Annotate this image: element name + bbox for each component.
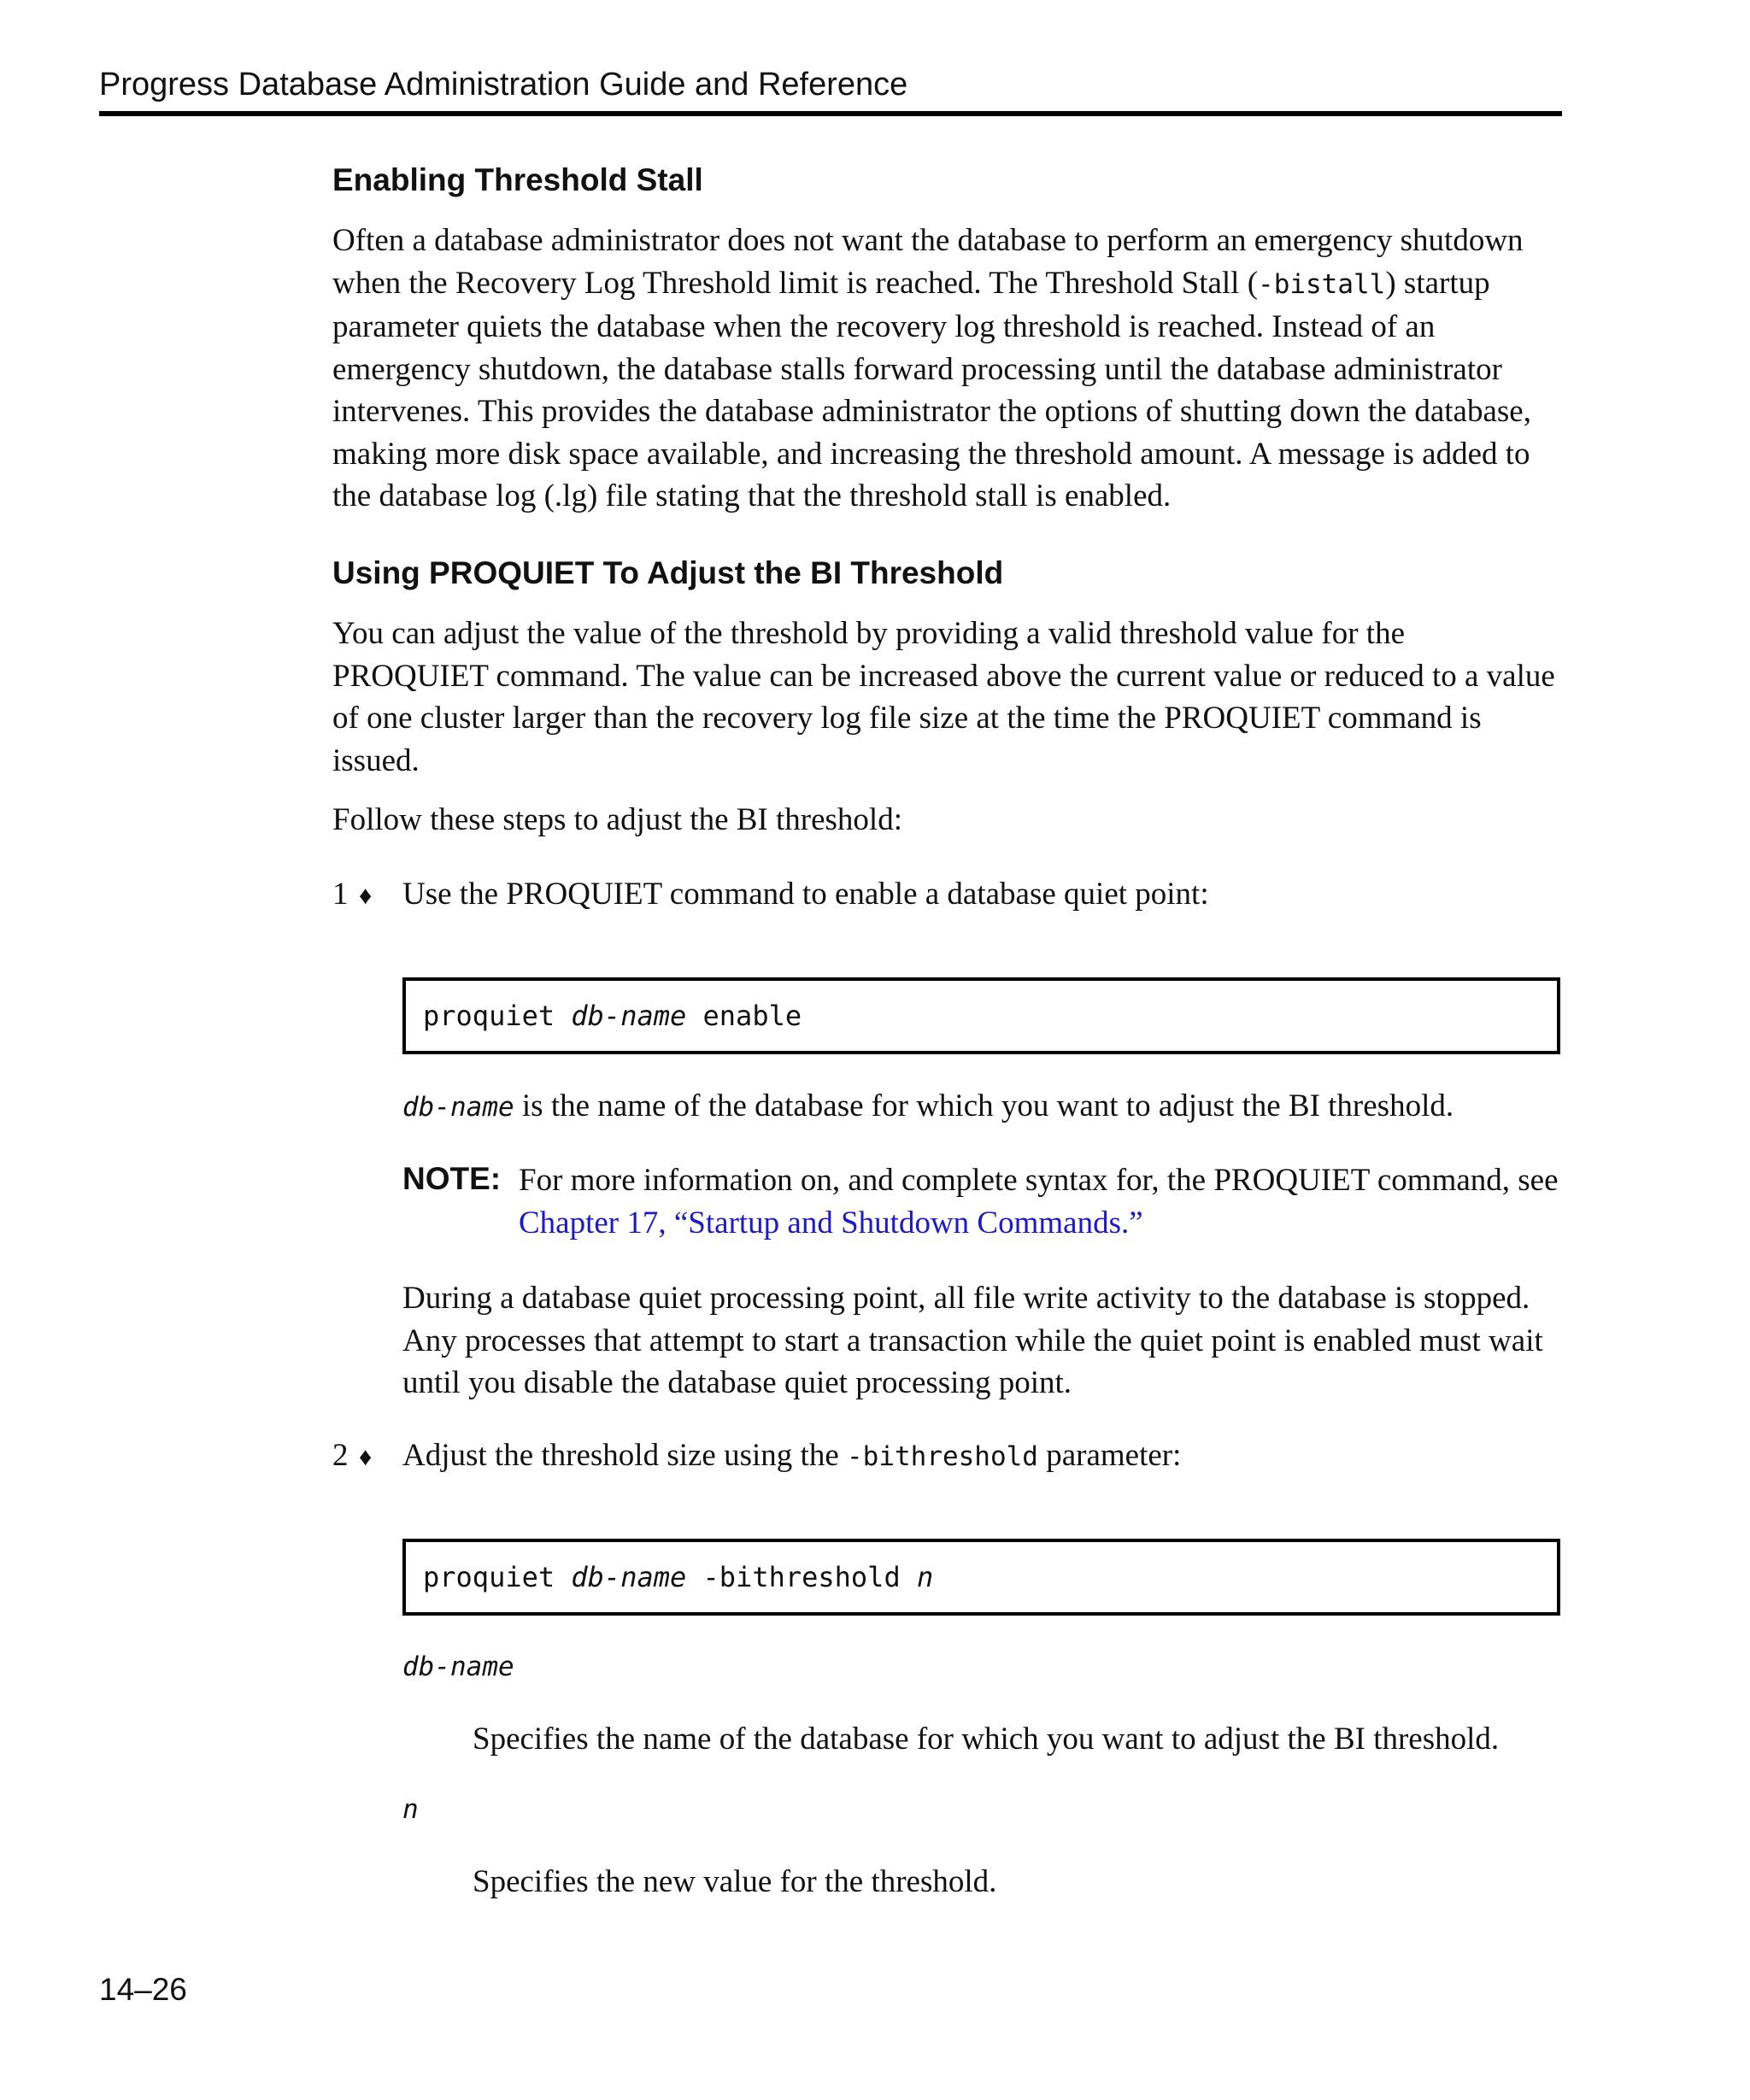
section-heading-threshold-stall: Enabling Threshold Stall	[332, 162, 703, 197]
def-term-n: n	[402, 1794, 419, 1825]
step-1-bullet-icon: ♦	[359, 882, 373, 910]
page-number: 14–26	[99, 1972, 187, 2007]
step-2-bullet-icon: ♦	[359, 1443, 373, 1471]
note-label: NOTE:	[402, 1161, 502, 1196]
note-body: For more information on, and complete syntax for, the PROQUIET command, see	[519, 1163, 1559, 1198]
def-desc-n: Specifies the new value for the threshold.	[473, 1864, 997, 1899]
code-mid: -bithreshold	[686, 1561, 917, 1593]
quiet-point-paragraph: During a database quiet processing point, all file write activity to the database is stopped. Any processes that attempt to start a transaction while the quiet point is enabled must wait until you disable the database quiet processing point.	[402, 1281, 1543, 1400]
section-heading-proquiet: Using PROQUIET To Adjust the BI Threshold	[332, 555, 1004, 590]
section1-text-a: Often a database administrator does not want the database to perform an emergency shutdown when the Recovery Log Threshold limit is reached. The Threshold Stall (	[332, 223, 1524, 301]
code-rest: enable	[686, 1000, 802, 1032]
code-arg: db-name	[571, 1000, 687, 1032]
step-1-number: 1	[332, 877, 349, 912]
section2-paragraph: You can adjust the value of the threshold by providing a valid threshold value for the PROQUIET command. The value can be increased above the current value or reduced to a value of one cluster larger than the recovery log file size at the time the PROQUIET command is issued.	[332, 616, 1555, 778]
chapter-17-link[interactable]: Chapter 17, “Startup and Shutdown Commands.”	[519, 1205, 1143, 1241]
bistall-param: -bistall	[1258, 268, 1386, 300]
code-arg: db-name	[571, 1561, 687, 1593]
step-1-arg-description	[402, 1085, 1565, 1129]
step-2-text-a: Adjust the threshold size using the	[402, 1438, 847, 1473]
step-2-number: 2	[332, 1438, 349, 1473]
db-name-term: db-name	[402, 1092, 514, 1123]
code-arg2: n	[916, 1561, 934, 1593]
section1-text-b: ) startup parameter quiets the database when the recovery log threshold is reached. Instead of an emergency shutdown, the database stalls forward processing until the database administrator intervenes. This provides the database administrator the options of shutting down the database, making more disk space available, and increasing the threshold amount. A message is added to the database log (.lg) file stating that the threshold stall is enabled.	[332, 265, 1531, 513]
bithreshold-param: -bithreshold	[847, 1441, 1038, 1472]
step-1-text: Use the PROQUIET command to enable a database quiet point:	[402, 877, 1209, 912]
note-text	[519, 1159, 1563, 1244]
def-desc-db-name: Specifies the name of the database for which you want to adjust the BI threshold.	[473, 1722, 1500, 1757]
section1-paragraph	[332, 220, 1563, 518]
def-term-db-name: db-name	[402, 1651, 514, 1682]
code-box-enable	[402, 977, 1560, 1054]
db-name-desc: is the name of the database for which you want to adjust the BI threshold.	[514, 1088, 1454, 1123]
code-cmd: proquiet	[423, 1561, 572, 1593]
code-box-bithreshold	[402, 1539, 1560, 1616]
step-2-text	[402, 1434, 1565, 1479]
header-rule	[99, 111, 1562, 116]
steps-intro: Follow these steps to adjust the BI threshold:	[332, 802, 902, 837]
code-cmd: proquiet	[423, 1000, 572, 1032]
step-2-text-b: parameter:	[1037, 1438, 1182, 1473]
running-header: Progress Database Administration Guide and Reference	[99, 67, 908, 103]
